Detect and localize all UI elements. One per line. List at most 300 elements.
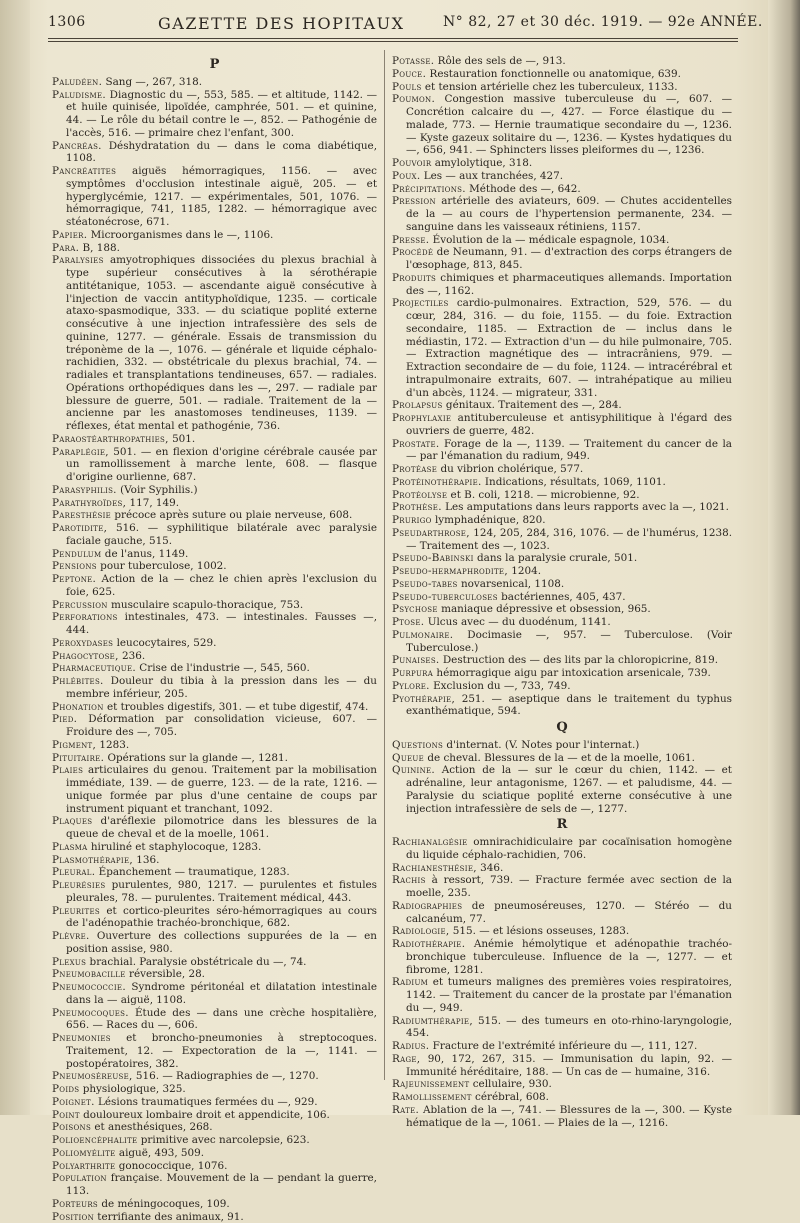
entry-text: 90, 172, 267, 315. — Immunisation du lapin, 92. — Immunité héréditaire, 188. — Un cas de — humaine, 316. [406, 1053, 732, 1078]
entry-text: 501. [169, 433, 195, 445]
index-entry [406, 836, 732, 862]
index-entry [66, 433, 377, 446]
entry-text: bactériennes, 405, 437. [498, 591, 626, 603]
index-entry [66, 509, 377, 522]
index-entry [66, 1160, 377, 1173]
entry-keyword: Poux. [392, 170, 420, 182]
index-entry [66, 560, 377, 573]
entry-keyword: Pouvoir [392, 157, 431, 169]
entry-keyword: Rachis [392, 874, 426, 886]
entry-text: douloureux lombaire droit et appendicite, 106. [80, 1109, 330, 1121]
left-column [52, 55, 377, 1223]
index-entry [406, 552, 732, 565]
entry-text: Ouverture des collections suppurées de la — en position assise, 980. [66, 930, 377, 955]
entry-keyword: Pression [392, 195, 436, 207]
index-entry [406, 489, 732, 502]
entry-text: lymphadénique, 820. [432, 514, 546, 526]
index-entry [66, 675, 377, 701]
entry-keyword: Presse. [392, 234, 429, 246]
index-entry [406, 764, 732, 815]
entry-keyword: Pigment, [52, 739, 96, 751]
entry-keyword: Paludéen. [52, 76, 102, 88]
index-entry [66, 1211, 377, 1223]
entry-text: de cheval. Blessures de la — et de la moelle, 1061. [424, 752, 695, 764]
index-entry [66, 854, 377, 867]
entry-text: précoce après suture ou plaie nerveuse, 608. [111, 509, 352, 521]
entry-keyword: Prurigo [392, 514, 432, 526]
entry-text: 346. [477, 862, 503, 874]
entry-keyword: Pouce. [392, 68, 426, 80]
right-entries-p [392, 55, 732, 718]
entry-keyword: Plaques [52, 815, 92, 827]
entry-keyword: Plasmothérapie, [52, 854, 133, 866]
section-letter-q: Q [392, 722, 732, 735]
entry-text: Déformation par consolidation vicieuse, 607. — Froidure des —, 705. [66, 713, 377, 738]
entry-text: hémorragique aigu par intoxication arsenicale, 739. [433, 667, 711, 679]
entry-keyword: Queue [392, 752, 424, 764]
entry-text: Fracture de l'extrémité inférieure du —, 111, 127. [429, 1040, 697, 1052]
index-entry [406, 900, 732, 926]
entry-keyword: Pancréas. [52, 140, 102, 152]
entry-text: cardio-pulmonaires. Extraction, 529, 576. — du cœur, 284, 316. — du foie, 1155. — du foie. Extraction secondaire, 1185. — Extraction de — inclus dans le médiastin, 172. — Extraction d'un — du hile pulmonaire, 705. — Extraction magnétique des — intracrâniens, 979. — Extraction secondaire de — du foie, 1124. — intracérébral et intrapulmonaire extraits, 607. — intrahépatique au milieu d'un abcès, 1124. — migrateur, 331. [406, 297, 732, 398]
entry-keyword: Parotidite, [52, 522, 107, 534]
entry-text: physiologique, 325. [79, 1083, 185, 1095]
index-entry [406, 1104, 732, 1130]
entry-keyword: Phonation [52, 701, 104, 713]
page-number: 1306 [48, 14, 86, 30]
entry-text: Congestion massive tuberculeuse du —, 607. — Concrétion calcaire du —, 427. — Force élastique du — malade, 773. — Hernie traumatique secondaire du —, 1236. — Kyste gazeux solitaire du —, 1236. — Kystes hydatiques du —, 656, 941. — Sphincters lisses pleiformes du —, 1236. [406, 93, 732, 156]
entry-keyword: Pensions [52, 560, 97, 572]
entry-keyword: Paraostéarthropathies, [52, 433, 169, 445]
index-entry [66, 713, 377, 739]
index-entry [66, 981, 377, 1007]
entry-keyword: Paralysies [52, 254, 104, 266]
entry-keyword: Produits [392, 272, 436, 284]
entry-keyword: Protéase [392, 463, 437, 475]
entry-text: gonococcique, 1076. [115, 1160, 227, 1172]
entry-keyword: Paraplégie, [52, 446, 109, 458]
index-entry [66, 650, 377, 663]
entry-keyword: Projectiles [392, 297, 449, 309]
entry-text: du vibrion cholérique, 577. [437, 463, 583, 475]
index-entry [406, 234, 732, 247]
entry-text: Épanchement — traumatique, 1283. [95, 866, 289, 878]
entry-keyword: Radiothérapie. [392, 938, 465, 950]
entry-text: Méthode des —, 642. [466, 183, 581, 195]
index-entry [406, 616, 732, 629]
entry-text: terrifiante des animaux, 91. [94, 1211, 244, 1223]
entry-text: de pneumoséreuses, 1270. — Stéréo — du calcanéum, 77. [406, 900, 732, 925]
entry-text: à ressort, 739. — Fracture fermée avec section de la moelle, 235. [406, 874, 732, 899]
entry-keyword: Rachianesthésie, [392, 862, 477, 874]
entry-keyword: Plasma [52, 841, 88, 853]
index-entry [66, 446, 377, 484]
index-entry [406, 297, 732, 399]
entry-text: réversible, 28. [126, 968, 205, 980]
index-entry [66, 497, 377, 510]
entry-keyword: Prothèse. [392, 501, 442, 513]
entry-keyword: Para. [52, 242, 79, 254]
entry-text: 515. — et lésions osseuses, 1283. [449, 925, 629, 937]
index-entry [66, 866, 377, 879]
index-entry [66, 1198, 377, 1211]
index-entry [66, 815, 377, 841]
entry-text: Étude des — dans une crèche hospitalière, 656. — Races du —, 606. [66, 1007, 377, 1032]
entry-text: Microorganismes dans le —, 1106. [87, 229, 273, 241]
entry-text: et cortico-pleurites séro-hémorragiques au cours de l'adénopathie trachéo-bronchique, 682. [66, 905, 377, 930]
index-entry [406, 591, 732, 604]
entry-text: amylolytique, 318. [431, 157, 532, 169]
entry-text: 1283. [96, 739, 129, 751]
index-entry [66, 930, 377, 956]
index-entry [406, 565, 732, 578]
index-entry [406, 501, 732, 514]
entry-keyword: Plèvre. [52, 930, 90, 942]
index-entry [406, 93, 732, 157]
entry-text: cérébral, 608. [472, 1091, 549, 1103]
entry-keyword: Rage, [392, 1053, 420, 1065]
entry-keyword: Poids [52, 1083, 79, 1095]
entry-text: omnirachidiculaire par cocaïnisation homogène du liquide céphalo-rachidien, 706. [406, 836, 732, 861]
index-entry [406, 976, 732, 1014]
entry-keyword: Pied. [52, 713, 77, 725]
index-entry [406, 629, 732, 655]
index-entry [66, 968, 377, 981]
entry-text: Action de la — chez le chien après l'exclusion du foie, 625. [66, 573, 377, 598]
index-entry [66, 1032, 377, 1070]
entry-text: Ablation de la —, 741. — Blessures de la —, 300. — Kyste hématique de la —, 1061. — Plaies de la —, 1216. [406, 1104, 732, 1129]
index-entry [406, 874, 732, 900]
entry-text: intestinales, 473. — intestinales. Fausses —, 444. [66, 611, 377, 636]
entry-text: Opérations sur la glande —, 1281. [104, 752, 288, 764]
index-entry [406, 739, 732, 752]
entry-text: de Neumann, 91. — d'extraction des corps étrangers de l'œsophage, 813, 845. [406, 246, 732, 271]
right-entries-r [392, 836, 732, 1129]
entry-keyword: Position [52, 1211, 94, 1223]
journal-title: GAZETTE DES HOPITAUX [158, 14, 404, 33]
index-entry [66, 1096, 377, 1109]
section-letter-p: P [52, 59, 377, 72]
index-entry [406, 183, 732, 196]
entry-text: de l'anus, 1149. [101, 548, 188, 560]
entry-keyword: Purpura [392, 667, 433, 679]
entry-text: 251. — aseptique dans le traitement du typhus exanthématique, 594. [406, 693, 732, 718]
entry-keyword: Radium [392, 976, 428, 988]
index-entry [66, 165, 377, 229]
index-entry [406, 476, 732, 489]
entry-text: 516. — syphilitique bilatérale avec paralysie faciale gauche, 515. [66, 522, 377, 547]
entry-text: Indications, résultats, 1069, 1101. [482, 476, 666, 488]
index-entry [66, 76, 377, 89]
entry-keyword: Polioencéphalite [52, 1134, 137, 1146]
entry-keyword: Rajeunissement [392, 1078, 469, 1090]
entry-keyword: Radiographies [392, 900, 462, 912]
entry-keyword: Poliomyélite [52, 1147, 116, 1159]
entry-text: 515. — des tumeurs en oto-rhino-laryngologie, 454. [406, 1015, 732, 1040]
index-entry [406, 399, 732, 412]
entry-text: leucocytaires, 529. [113, 637, 216, 649]
index-entry [66, 1134, 377, 1147]
entry-keyword: Pancréatites [52, 165, 116, 177]
entry-text: Les — aux tranchées, 427. [420, 170, 563, 182]
index-entry [66, 1172, 377, 1198]
index-entry [406, 514, 732, 527]
index-entry [406, 170, 732, 183]
entry-text: Docimasie —, 957. — Tuberculose. (Voir Tuberculose.) [406, 629, 732, 654]
entry-text: 136. [133, 854, 159, 866]
entry-text: B, 188. [79, 242, 120, 254]
index-entry [406, 680, 732, 693]
entry-keyword: Parathyroïdes, [52, 497, 126, 509]
entry-keyword: Radius. [392, 1040, 429, 1052]
entry-keyword: Pneumobacille [52, 968, 126, 980]
entry-text: chimiques et pharmaceutiques allemands. Importation des —, 1162. [406, 272, 732, 297]
entry-keyword: Protéolyse [392, 489, 447, 501]
entry-text: et tension artérielle chez les tuberculeux, 1133. [422, 81, 678, 93]
index-entry [66, 242, 377, 255]
entry-keyword: Rate. [392, 1104, 419, 1116]
index-entry [66, 764, 377, 815]
entry-text: brachial. Paralysie obstétricale du —, 74. [86, 956, 306, 968]
entry-keyword: Poisons [52, 1121, 91, 1133]
entry-text: 1204. [508, 565, 541, 577]
entry-text: primitive avec narcolepsie, 623. [137, 1134, 309, 1146]
column-divider [384, 50, 385, 1080]
entry-keyword: Pseudo-tuberculoses [392, 591, 498, 603]
index-entry [66, 573, 377, 599]
entry-keyword: Quinine. [392, 764, 435, 776]
entry-keyword: Phlébites. [52, 675, 104, 687]
entry-text: aiguës hémorragiques, 1156. — avec symptômes d'occlusion intestinale aiguë, 205. — et hyperglycémie, 1217. — expérimentales, 501, 1076. — hémorragique, 741, 1185, 1282. — hémorragique avec stéatonécrose, 671. [66, 165, 377, 228]
index-entry [406, 578, 732, 591]
index-entry [66, 484, 377, 497]
index-entry [66, 522, 377, 548]
entry-keyword: Procédé [392, 246, 433, 258]
index-entry [66, 739, 377, 752]
index-entry [406, 938, 732, 976]
entry-keyword: Ptose. [392, 616, 424, 628]
entry-text: dans la paralysie crurale, 501. [474, 552, 637, 564]
index-entry [406, 1053, 732, 1079]
entry-text: Les amputations dans leurs rapports avec la —, 1021. [442, 501, 729, 513]
entry-text: et broncho-pneumonies à streptocoques. Traitement, 12. — Expectoration de la —, 1141. — postopératoires, 382. [66, 1032, 377, 1070]
entry-text: Évolution de la — médicale espagnole, 1034. [429, 234, 669, 246]
entry-text: Syndrome péritonéal et dilatation intestinale dans la — aiguë, 1108. [66, 981, 377, 1006]
entry-text: et anesthésiques, 268. [91, 1121, 213, 1133]
index-entry [66, 956, 377, 969]
entry-keyword: Point [52, 1109, 80, 1121]
index-entry [66, 1070, 377, 1083]
index-entry [66, 1147, 377, 1160]
index-entry [406, 527, 732, 553]
entry-text: 117, 149. [126, 497, 179, 509]
index-entry [66, 611, 377, 637]
entry-text: 124, 205, 284, 316, 1076. — de l'humérus, 1238. — Traitement des —, 1023. [406, 527, 732, 552]
index-entry [406, 603, 732, 616]
entry-text: amyotrophiques dissociées du plexus brachial à type supérieur consécutives à la sérothérapie antitétanique, 1053. — ascendante aiguë consécutive à l'injection de vaccin antityphoïdique, 1235. — corticale ataxo-spasmodique, 333. — du sciatique poplité externe consécutive à une injection intrafessière des sels de quinine, 1277. — générale. Essais de transmission du tréponème de la —, 1076. — générale et liquide céphalo-rachidien, 332. — obstétricale du plexus brachial, 74. — radiales et transplantations tendineuses, 657. — radiales. Opérations orthopédiques dans les —, 297. — radiale par blessure de guerre, 501. — radiale. Traitement de la — ancienne par les anastomoses tendineuses, 1139. — réflexes, état mental et pathogénie, 736. [66, 254, 377, 432]
entry-text: antituberculeuse et antisyphilitique à l'égard des ouvriers de guerre, 482. [406, 412, 732, 437]
left-entries [52, 76, 377, 1223]
entry-keyword: Pneumoséreuse, [52, 1070, 133, 1082]
entry-text: Exclusion du —, 733, 749. [430, 680, 571, 692]
entry-text: d'internat. (V. Notes pour l'internat.) [443, 739, 639, 751]
index-entry [66, 229, 377, 242]
entry-keyword: Poignet. [52, 1096, 95, 1108]
entry-text: Ulcus avec — du duodénum, 1141. [424, 616, 610, 628]
entry-keyword: Pneumococcie. [52, 981, 126, 993]
entry-keyword: Pseudo-Babinski [392, 552, 474, 564]
entry-keyword: Précipitations. [392, 183, 466, 195]
index-entry [406, 246, 732, 272]
entry-text: Sang —, 267, 318. [102, 76, 202, 88]
entry-text: Crise de l'industrie —, 545, 560. [136, 662, 310, 674]
entry-text: 236. [119, 650, 145, 662]
entry-text: Forage de la —, 1139. — Traitement du cancer de la — par l'émanation du radium, 949. [406, 438, 732, 463]
section-letter-r: R [392, 819, 732, 832]
index-entry [66, 879, 377, 905]
header-rule [48, 38, 738, 39]
binding-edge-right [768, 0, 800, 1115]
entry-text: maniaque dépressive et obsession, 965. [438, 603, 651, 615]
issue-info: N° 82, 27 et 30 déc. 1919. — 92e ANNÉE. [443, 14, 763, 30]
entry-text: Action de la — sur le cœur du chien, 1142. — et adrénaline, leur antagonisme, 1267. — et paludisme, 44. — Paralysie du sciatique poplité externe consécutive à une injection intrafessière de sels de —, 1277. [406, 764, 732, 814]
entry-keyword: Rachianalgésie [392, 836, 468, 848]
entry-text: purulentes, 980, 1217. — purulentes et fistules pleurales, 78. — purulentes. Traitement médical, 443. [66, 879, 377, 904]
entry-keyword: Paresthésie [52, 509, 111, 521]
entry-keyword: Prophylaxie [392, 412, 451, 424]
entry-keyword: Porteurs [52, 1198, 98, 1210]
entry-keyword: Percussion [52, 599, 108, 611]
entry-text: de méningocoques, 109. [98, 1198, 230, 1210]
right-entries-q [392, 739, 732, 816]
index-entry [66, 752, 377, 765]
entry-text: novarsenical, 1108. [458, 578, 564, 590]
index-entry [66, 254, 377, 433]
running-header [48, 14, 738, 36]
entry-keyword: Questions [392, 739, 443, 751]
index-entry [406, 55, 732, 68]
index-entry [406, 925, 732, 938]
entry-keyword: Prostate. [392, 438, 440, 450]
entry-keyword: Pseudarthrose, [392, 527, 470, 539]
entry-keyword: Paludisme. [52, 89, 106, 101]
entry-text: d'aréflexie pilomotrice dans les blessures de la queue de cheval et de la moelle, 1061. [66, 815, 377, 840]
entry-text: Anémie hémolytique et adénopathie trachéo-bronchique tuberculeuse. Influence de la —, 1277. — et fibrome, 1281. [406, 938, 732, 976]
entry-keyword: Poumon. [392, 93, 435, 105]
entry-text: cellulaire, 930. [469, 1078, 551, 1090]
entry-keyword: Plaies [52, 764, 83, 776]
index-entry [406, 1091, 732, 1104]
index-entry [406, 438, 732, 464]
index-entry [406, 752, 732, 765]
entry-keyword: Pendulum [52, 548, 101, 560]
index-entry [406, 68, 732, 81]
entry-text: Rôle des sels de —, 913. [434, 55, 565, 67]
entry-text: Destruction des — des lits par la chloropicrine, 819. [440, 654, 718, 666]
entry-text: pour tuberculose, 1002. [97, 560, 227, 572]
entry-text: et B. coli, 1218. — microbienne, 92. [447, 489, 639, 501]
entry-keyword: Pneumonies [52, 1032, 111, 1044]
index-entry [66, 662, 377, 675]
index-entry [406, 272, 732, 298]
index-entry [406, 81, 732, 94]
entry-keyword: Pseudo-hermaphrodite, [392, 565, 508, 577]
index-entry [406, 862, 732, 875]
index-entry [406, 1015, 732, 1041]
index-entry [66, 140, 377, 166]
entry-keyword: Pituitaire. [52, 752, 104, 764]
entry-keyword: Perforations [52, 611, 118, 623]
index-entry [66, 637, 377, 650]
index-entry [66, 548, 377, 561]
entry-keyword: Pseudo-tabes [392, 578, 458, 590]
entry-keyword: Peptone. [52, 573, 96, 585]
entry-keyword: Prolapsus [392, 399, 443, 411]
index-entry [66, 905, 377, 931]
entry-text: Déshydratation du — dans le coma diabétique, 1108. [66, 140, 377, 165]
entry-text: 516. — Radiographies de —, 1270. [133, 1070, 319, 1082]
entry-keyword: Pylore. [392, 680, 430, 692]
entry-keyword: Ramollissement [392, 1091, 472, 1103]
index-entry [406, 1040, 732, 1053]
entry-text: Lésions traumatiques fermées du —, 929. [95, 1096, 318, 1108]
index-entry [406, 463, 732, 476]
index-entry [406, 1078, 732, 1091]
entry-text: Restauration fonctionnelle ou anatomique, 639. [426, 68, 681, 80]
entry-keyword: Plexus [52, 956, 86, 968]
entry-keyword: Pneumocoques. [52, 1007, 129, 1019]
entry-text: musculaire scapulo-thoracique, 753. [108, 599, 303, 611]
index-entry [66, 1007, 377, 1033]
entry-text: (Voir Syphilis.) [117, 484, 198, 496]
index-entry [406, 195, 732, 233]
index-entry [406, 667, 732, 680]
entry-text: aiguë, 493, 509. [116, 1147, 205, 1159]
entry-keyword: Pleurites [52, 905, 100, 917]
index-entry [66, 1083, 377, 1096]
index-entry [66, 701, 377, 714]
entry-keyword: Radiumthérapie, [392, 1015, 473, 1027]
entry-keyword: Peroxydases [52, 637, 113, 649]
index-entry [66, 599, 377, 612]
index-entry [66, 1121, 377, 1134]
entry-text: génitaux. Traitement des —, 284. [443, 399, 622, 411]
entry-text: et tumeurs malignes des premières voies respiratoires, 1142. — Traitement du cancer de la prostate par l'émanation du —, 949. [406, 976, 732, 1014]
index-entry [66, 89, 377, 140]
entry-text: française. Mouvement de la — pendant la guerre, 113. [66, 1172, 377, 1197]
index-entry [406, 157, 732, 170]
index-entry [406, 412, 732, 438]
entry-text: Douleur du tibia à la pression dans les — du membre inférieur, 205. [66, 675, 377, 700]
entry-keyword: Pleural. [52, 866, 95, 878]
index-entry [406, 654, 732, 667]
entry-keyword: Population [52, 1172, 107, 1184]
entry-keyword: Pleurésies [52, 879, 106, 891]
entry-keyword: Potasse. [392, 55, 434, 67]
entry-keyword: Pharmaceutique. [52, 662, 136, 674]
entry-keyword: Phagocytose, [52, 650, 119, 662]
index-entry [66, 841, 377, 854]
entry-keyword: Parasyphilis. [52, 484, 117, 496]
entry-keyword: Pyothérapie, [392, 693, 455, 705]
entry-keyword: Polyarthrite [52, 1160, 115, 1172]
binding-edge-left [0, 0, 30, 1115]
entry-keyword: Papier. [52, 229, 87, 241]
entry-text: artérielle des aviateurs, 609. — Chutes accidentelles de la — au cours de l'hypertension permanente, 234. — sanguine dans les vaisseaux rétiniens, 1157. [406, 195, 732, 233]
index-entry [406, 693, 732, 719]
entry-keyword: Pouls [392, 81, 422, 93]
entry-keyword: Radiologie, [392, 925, 449, 937]
